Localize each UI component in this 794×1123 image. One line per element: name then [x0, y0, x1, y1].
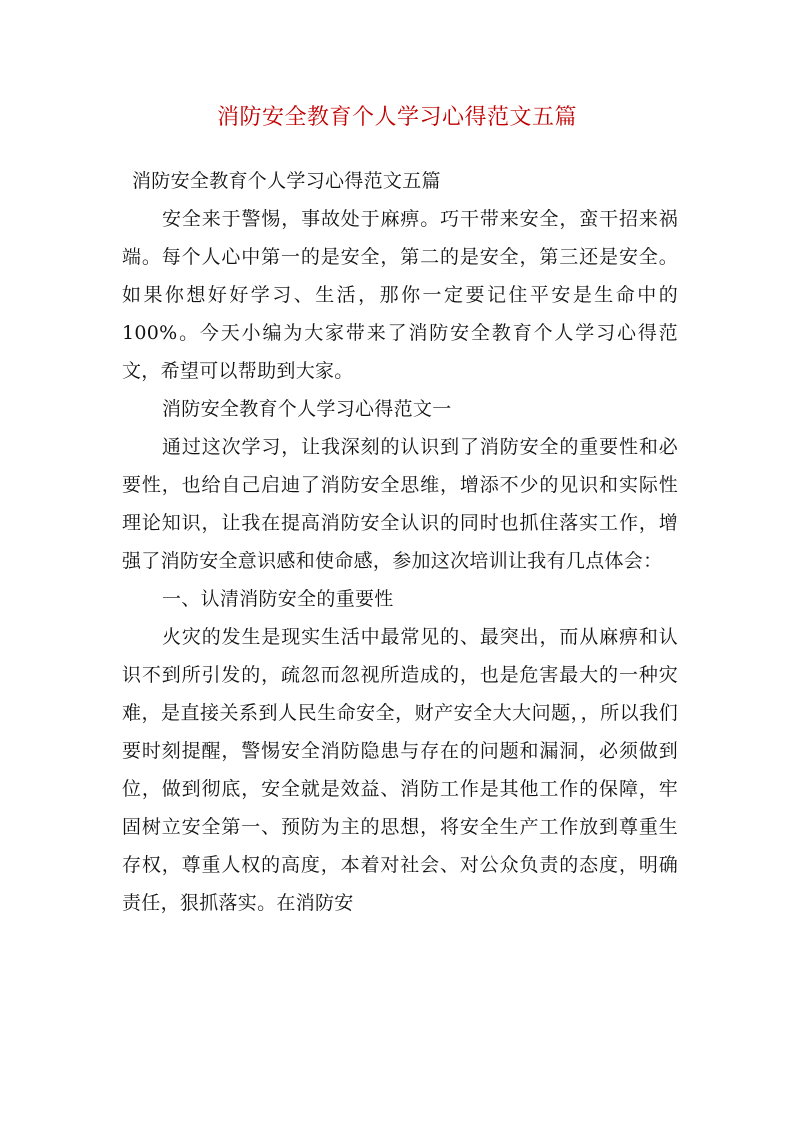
point-heading: 一、认清消防安全的重要性	[162, 588, 394, 610]
body-paragraph: 火灾的发生是现实生活中最常见的、最突出，而从麻痹和认识不到所引发的，疏忽而忽视所造成的，也是危害最大的一种灾难，是直接关系到人民生命安全，财产安全大大问题，，所以我们要时刻提醒，警惕安全消防隐患与存在的问题和漏洞，必须做到位，做到彻底，安全就是效益、消防工作是其他工作的保障，牢固树立安全第一、预防为主的思想，将安全生产工作放到尊重生存权，尊重人权的高度，本着对社会、对公众负责的态度，明确责任，狠抓落实。在消防安	[122, 626, 678, 914]
body-paragraph: 通过这次学习，让我深刻的认识到了消防安全的重要性和必要性，也给自己启迪了消防安全思维，增添不少的见识和实际性理论知识，让我在提高消防安全认识的同时也抓住落实工作，增强了消防安全意识感和使命感，参加这次培训让我有几点体会：	[122, 436, 678, 572]
section-heading-one: 消防安全教育个人学习心得范文一	[162, 398, 452, 420]
intro-paragraph: 安全来于警惕，事故处于麻痹。巧干带来安全，蛮干招来祸端。每个人心中第一的是安全，第二的是安全，第三还是安全。如果你想好好学习、生活，那你一定要记住平安是生命中的100%。今天小编为大家带来了消防安全教育个人学习心得范文，希望可以帮助到大家。	[122, 208, 678, 382]
document-title: 消防安全教育个人学习心得范文五篇	[216, 105, 577, 130]
subtitle-paragraph: 消防安全教育个人学习心得范文五篇	[132, 170, 441, 192]
document-body	[122, 162, 678, 922]
